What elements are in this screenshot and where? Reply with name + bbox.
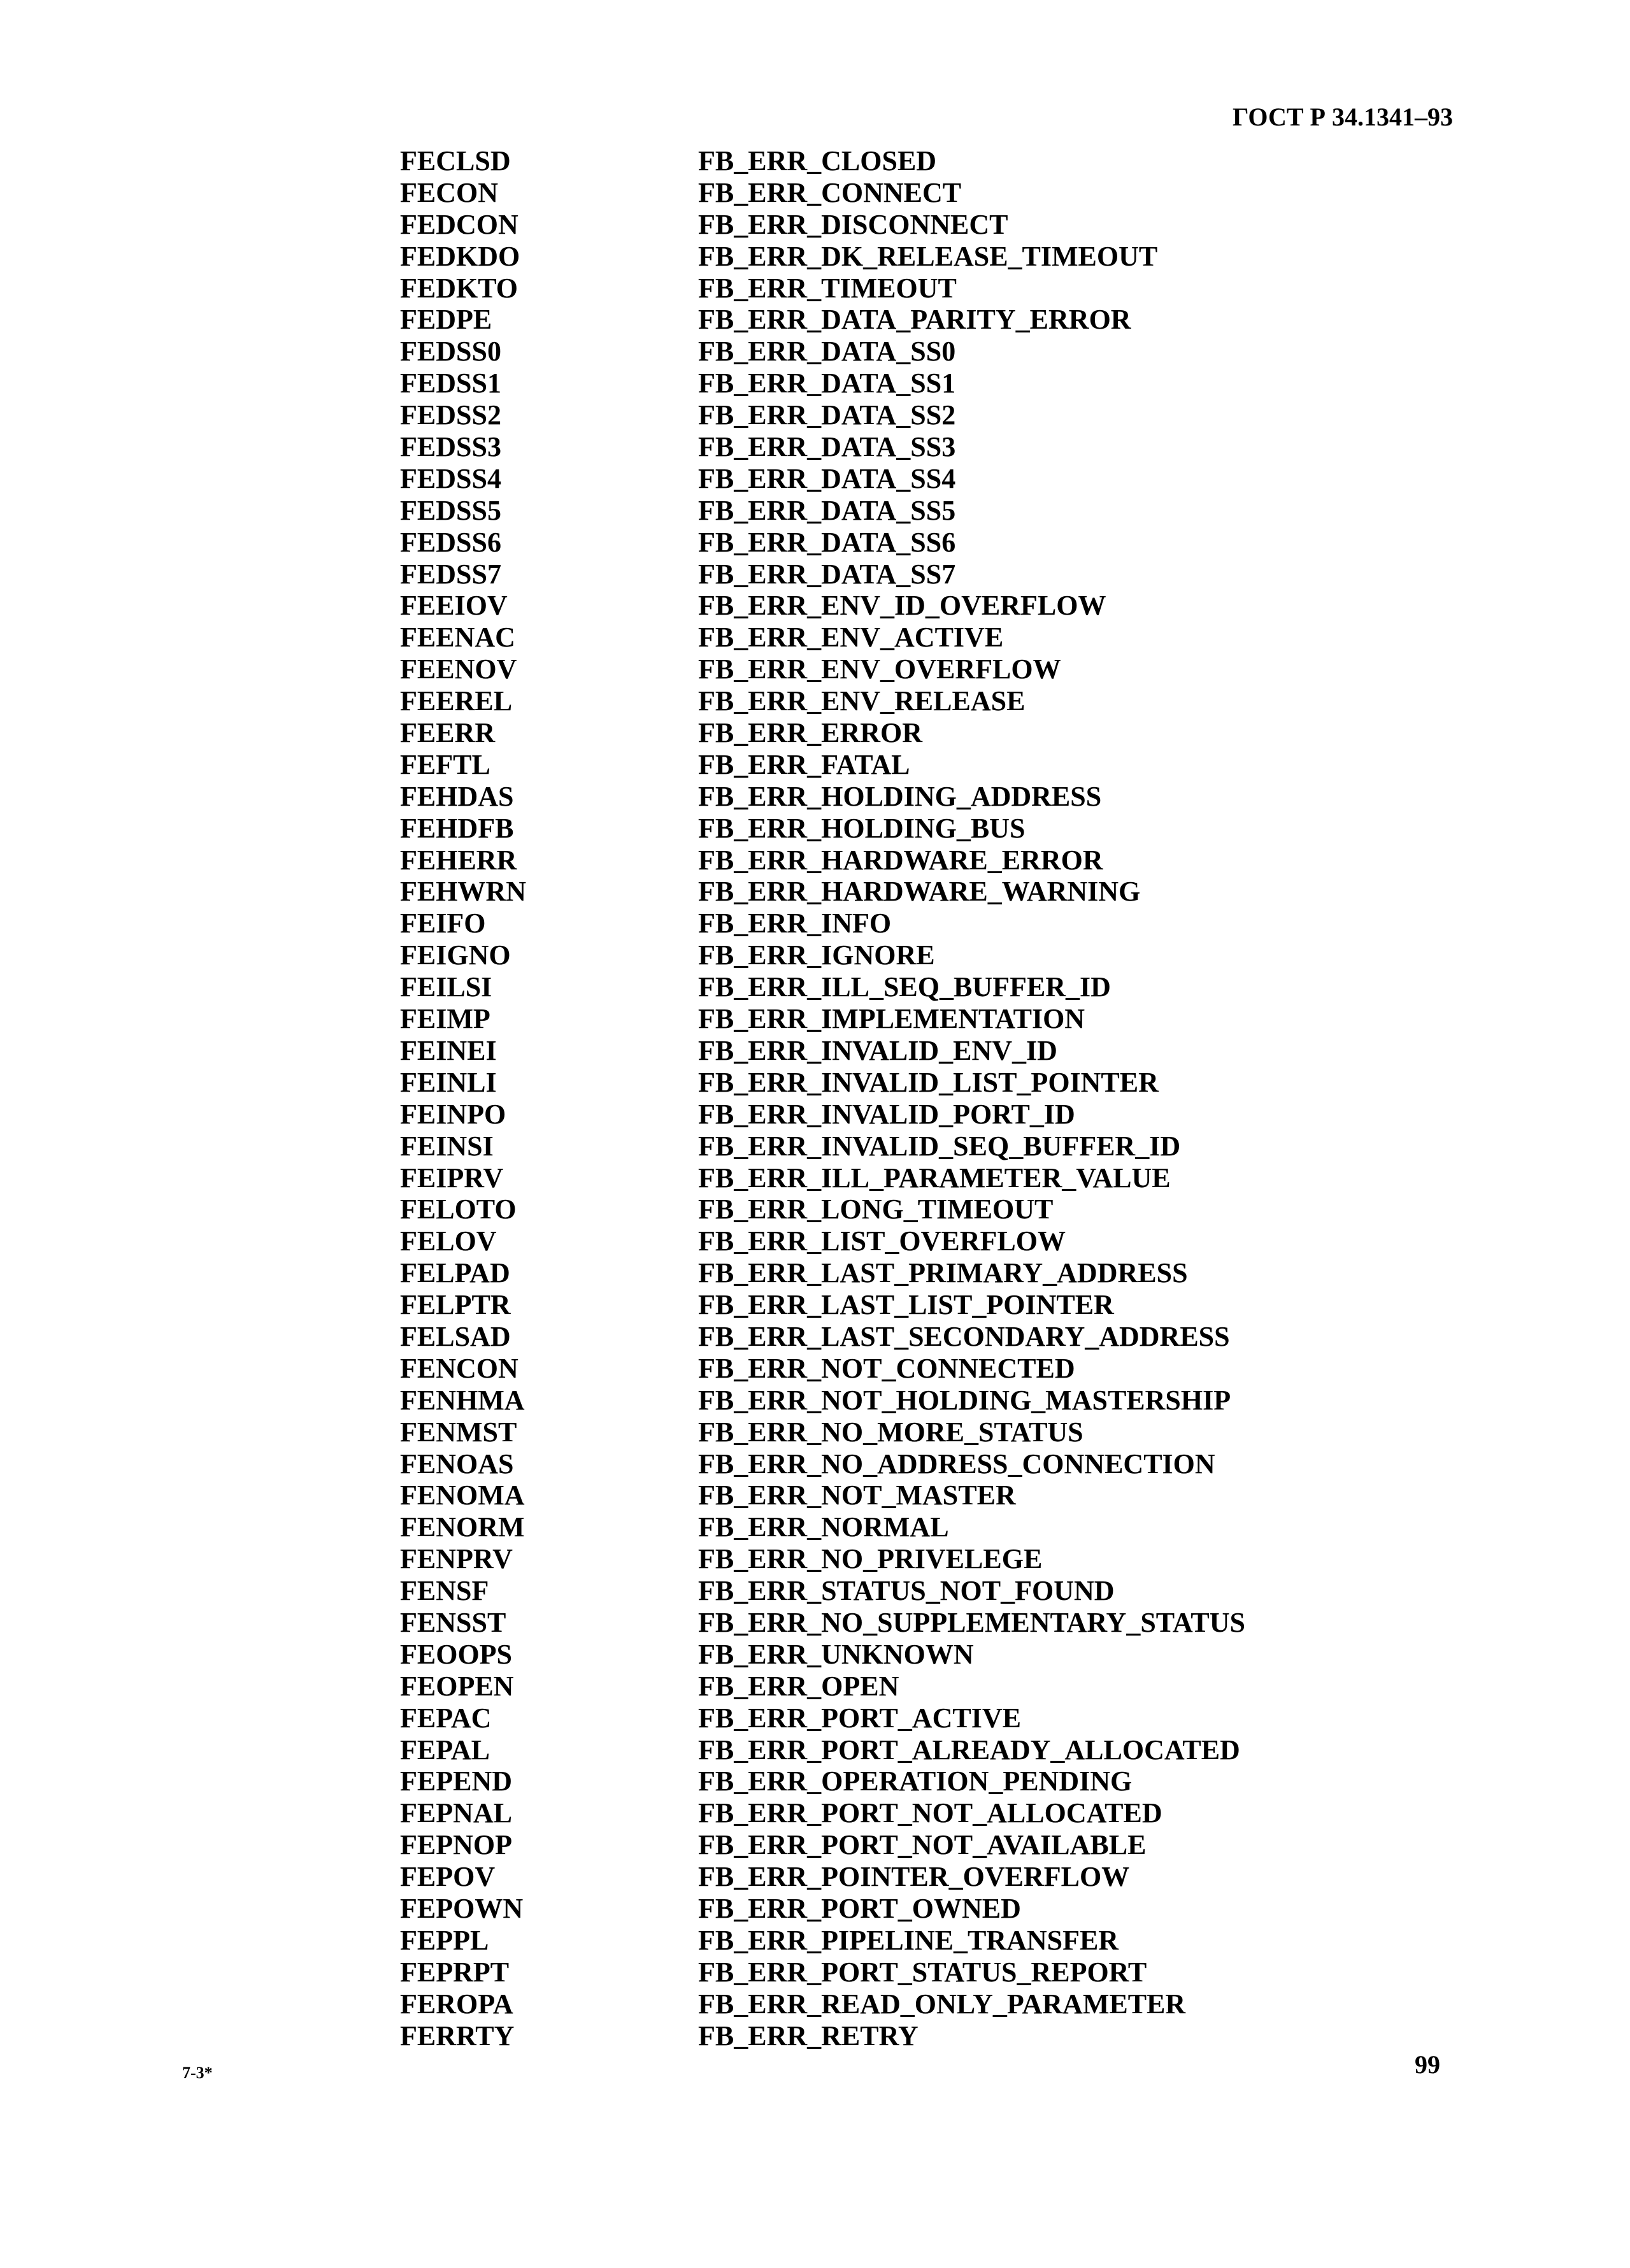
table-row [400,1194,1292,1225]
error-full-name: FB_ERR_INVALID_PORT_ID [698,1098,1075,1130]
error-abbreviation: FEDSS5 [400,494,501,526]
error-full-name: FB_ERR_UNKNOWN [698,1638,974,1670]
table-row [400,590,1292,622]
error-full-name: FB_ERR_NO_PRIVELEGE [698,1543,1043,1575]
error-full-name: FB_ERR_NORMAL [698,1511,949,1543]
error-abbreviation: FEHDFB [400,812,514,844]
error-abbreviation: FEPOV [400,1861,496,1893]
table-row [400,1289,1292,1321]
error-abbreviation: FENORM [400,1511,525,1543]
error-abbreviation: FEIMP [400,1003,490,1035]
table-row [400,622,1292,653]
error-full-name: FB_ERR_NO_ADDRESS_CONNECTION [698,1448,1215,1480]
error-full-name: FB_ERR_DATA_SS6 [698,526,956,558]
error-abbreviation: FELPAD [400,1257,510,1289]
error-full-name: FB_ERR_CLOSED [698,145,937,176]
table-row [400,2020,1292,2052]
error-abbreviation: FEIFO [400,908,486,939]
error-abbreviation: FEPAC [400,1702,492,1734]
error-full-name: FB_ERR_INVALID_ENV_ID [698,1034,1057,1066]
error-abbreviation: FEPNAL [400,1797,512,1829]
error-full-name: FB_ERR_DATA_SS0 [698,336,956,367]
error-abbreviation: FENSST [400,1606,506,1638]
table-row [400,1765,1292,1797]
table-row [400,749,1292,781]
error-full-name: FB_ERR_LAST_LIST_POINTER [698,1289,1114,1321]
error-abbreviation: FEINEI [400,1034,497,1066]
table-row [400,1639,1292,1671]
error-full-name: FB_ERR_NOT_MASTER [698,1480,1016,1511]
error-full-name: FB_ERR_PIPELINE_TRANSFER [698,1924,1119,1956]
table-row [400,1797,1292,1829]
table-row [400,781,1292,813]
table-row [400,1480,1292,1511]
table-row [400,876,1292,908]
error-abbreviation: FEDSS3 [400,431,501,463]
error-abbreviation: FEENAC [400,622,515,653]
error-full-name: FB_ERR_HOLDING_ADDRESS [698,780,1102,812]
error-abbreviation: FEEIOV [400,590,508,622]
table-row [400,971,1292,1003]
error-abbreviation: FENHMA [400,1384,525,1416]
table-row [400,1448,1292,1480]
table-row [400,1575,1292,1607]
table-row [400,845,1292,876]
table-row [400,1353,1292,1385]
error-abbreviation: FEDSS1 [400,367,501,399]
table-row [400,1988,1292,2020]
error-abbreviation: FEROPA [400,1988,513,2020]
error-full-name: FB_ERR_NO_MORE_STATUS [698,1416,1083,1448]
error-abbreviation: FEILSI [400,971,492,1003]
error-abbreviation: FEPOWN [400,1892,524,1924]
document-header: ГОСТ Р 34.1341–93 [1232,103,1453,131]
error-abbreviation: FEHERR [400,844,517,876]
error-abbreviation: FEDSS2 [400,399,501,431]
error-full-name: FB_ERR_LAST_PRIMARY_ADDRESS [698,1257,1188,1289]
error-full-name: FB_ERR_ENV_RELEASE [698,685,1026,717]
error-abbreviation: FENCON [400,1352,518,1384]
error-abbreviation: FEPRPT [400,1956,510,1988]
error-full-name: FB_ERR_DATA_SS2 [698,399,956,431]
error-full-name: FB_ERR_LIST_OVERFLOW [698,1225,1066,1257]
error-full-name: FB_ERR_DATA_SS5 [698,494,956,526]
error-full-name: FB_ERR_NO_SUPPLEMENTARY_STATUS [698,1606,1245,1638]
error-abbreviation: FEDSS0 [400,336,501,367]
error-full-name: FB_ERR_OPEN [698,1670,899,1702]
table-row [400,1035,1292,1067]
table-row [400,939,1292,971]
error-abbreviation: FEOOPS [400,1638,513,1670]
error-full-name: FB_ERR_DATA_SS3 [698,431,956,463]
error-abbreviation: FEHDAS [400,780,514,812]
error-abbreviation: FEFTL [400,748,490,780]
error-abbreviation: FENPRV [400,1543,513,1575]
table-row [400,1511,1292,1543]
error-full-name: FB_ERR_LONG_TIMEOUT [698,1194,1054,1225]
error-full-name: FB_ERR_NOT_CONNECTED [698,1352,1075,1384]
error-full-name: FB_ERR_IMPLEMENTATION [698,1003,1085,1035]
error-full-name: FB_ERR_READ_ONLY_PARAMETER [698,1988,1186,2020]
error-full-name: FB_ERR_INVALID_SEQ_BUFFER_ID [698,1130,1181,1162]
error-abbreviation: FEDCON [400,208,518,240]
error-full-name: FB_ERR_IGNORE [698,939,935,971]
error-full-name: FB_ERR_INVALID_LIST_POINTER [698,1066,1159,1098]
error-abbreviation: FEDSS4 [400,462,501,494]
table-row [400,1003,1292,1035]
error-abbreviation: FEDKDO [400,240,520,272]
table-row [400,145,1292,177]
error-code-table [400,145,1292,2051]
table-row [400,336,1292,367]
error-abbreviation: FEDSS7 [400,558,501,590]
error-abbreviation: FEIGNO [400,939,511,971]
error-abbreviation: FEPEND [400,1765,512,1797]
table-row [400,1702,1292,1734]
error-full-name: FB_ERR_PORT_ACTIVE [698,1702,1021,1734]
error-full-name: FB_ERR_HARDWARE_ERROR [698,844,1103,876]
error-full-name: FB_ERR_LAST_SECONDARY_ADDRESS [698,1320,1230,1352]
error-abbreviation: FEPAL [400,1734,490,1765]
error-abbreviation: FECLSD [400,145,511,176]
table-row [400,559,1292,590]
table-row [400,1385,1292,1416]
error-full-name: FB_ERR_DATA_SS4 [698,462,956,494]
error-abbreviation: FENSF [400,1575,489,1607]
table-row [400,1829,1292,1861]
table-row [400,367,1292,399]
error-abbreviation: FEERR [400,717,496,749]
error-full-name: FB_ERR_PORT_NOT_AVAILABLE [698,1829,1147,1861]
error-full-name: FB_ERR_TIMEOUT [698,272,957,304]
error-abbreviation: FEDPE [400,304,492,336]
error-abbreviation: FEINLI [400,1066,497,1098]
error-full-name: FB_ERR_ILL_PARAMETER_VALUE [698,1162,1171,1194]
table-row [400,1734,1292,1766]
table-row [400,685,1292,717]
table-row [400,1321,1292,1353]
error-full-name: FB_ERR_DISCONNECT [698,208,1008,240]
table-row [400,1257,1292,1289]
error-full-name: FB_ERR_PORT_OWNED [698,1892,1021,1924]
error-full-name: FB_ERR_NOT_HOLDING_MASTERSHIP [698,1384,1231,1416]
error-full-name: FB_ERR_RETRY [698,2020,919,2051]
table-row [400,495,1292,527]
table-row [400,1607,1292,1639]
error-full-name: FB_ERR_HARDWARE_WARNING [698,876,1141,908]
table-row [400,1893,1292,1925]
table-row [400,717,1292,749]
error-full-name: FB_ERR_ERROR [698,717,923,749]
error-abbreviation: FELPTR [400,1289,511,1321]
error-abbreviation: FEPNOP [400,1829,512,1861]
error-full-name: FB_ERR_ENV_ACTIVE [698,622,1004,653]
error-full-name: FB_ERR_ENV_OVERFLOW [698,653,1061,685]
error-abbreviation: FEHWRN [400,876,526,908]
error-full-name: FB_ERR_DATA_SS1 [698,367,956,399]
error-abbreviation: FENMST [400,1416,517,1448]
error-abbreviation: FENOAS [400,1448,514,1480]
error-abbreviation: FELOV [400,1225,497,1257]
error-full-name: FB_ERR_CONNECT [698,176,962,208]
table-row [400,813,1292,845]
error-abbreviation: FEINPO [400,1098,506,1130]
table-row [400,431,1292,463]
table-row [400,241,1292,273]
error-abbreviation: FERRTY [400,2020,515,2051]
error-abbreviation: FEIPRV [400,1162,504,1194]
table-row [400,653,1292,685]
error-full-name: FB_ERR_DK_RELEASE_TIMEOUT [698,240,1158,272]
error-full-name: FB_ERR_PORT_STATUS_REPORT [698,1956,1147,1988]
error-abbreviation: FEDKTO [400,272,518,304]
error-full-name: FB_ERR_HOLDING_BUS [698,812,1026,844]
table-row [400,304,1292,336]
error-full-name: FB_ERR_INFO [698,908,892,939]
error-abbreviation: FEEREL [400,685,513,717]
table-row [400,463,1292,495]
error-full-name: FB_ERR_FATAL [698,748,910,780]
table-row [400,527,1292,559]
table-row [400,1543,1292,1575]
table-row [400,1130,1292,1162]
error-abbreviation: FECON [400,176,498,208]
error-abbreviation: FEENOV [400,653,517,685]
table-row [400,1671,1292,1702]
error-full-name: FB_ERR_POINTER_OVERFLOW [698,1861,1130,1893]
error-full-name: FB_ERR_PORT_ALREADY_ALLOCATED [698,1734,1240,1765]
error-abbreviation: FEINSI [400,1130,494,1162]
table-row [400,1416,1292,1448]
error-full-name: FB_ERR_OPERATION_PENDING [698,1765,1133,1797]
error-full-name: FB_ERR_ILL_SEQ_BUFFER_ID [698,971,1111,1003]
error-full-name: FB_ERR_ENV_ID_OVERFLOW [698,590,1106,622]
table-row [400,908,1292,939]
page-number: 99 [1415,2050,1440,2079]
table-row [400,1925,1292,1957]
table-row [400,177,1292,209]
table-row [400,1067,1292,1099]
table-row [400,273,1292,304]
error-abbreviation: FELSAD [400,1320,511,1352]
table-row [400,1225,1292,1257]
error-abbreviation: FENOMA [400,1480,525,1511]
error-abbreviation: FEOPEN [400,1670,514,1702]
error-abbreviation: FELOTO [400,1194,517,1225]
footer-mark: 7-3* [182,2064,213,2082]
error-abbreviation: FEPPL [400,1924,489,1956]
error-full-name: FB_ERR_STATUS_NOT_FOUND [698,1575,1115,1607]
error-full-name: FB_ERR_DATA_SS7 [698,558,956,590]
error-abbreviation: FEDSS6 [400,526,501,558]
table-row [400,1957,1292,1988]
error-full-name: FB_ERR_PORT_NOT_ALLOCATED [698,1797,1162,1829]
table-row [400,209,1292,241]
error-full-name: FB_ERR_DATA_PARITY_ERROR [698,304,1131,336]
table-row [400,1861,1292,1893]
table-row [400,1162,1292,1194]
table-row [400,399,1292,431]
table-row [400,1099,1292,1130]
